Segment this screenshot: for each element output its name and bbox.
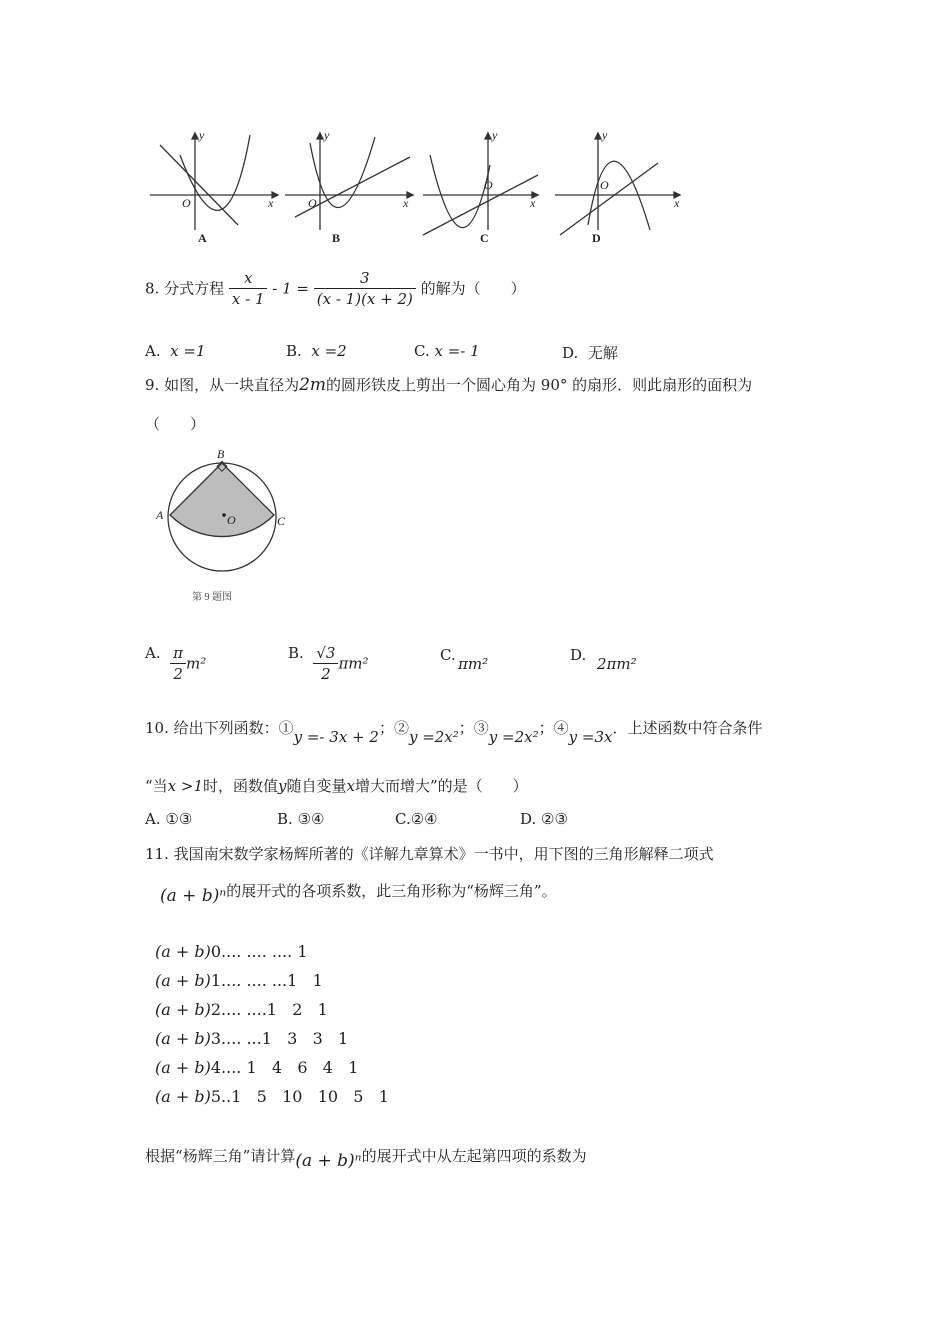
q10-option-d (520, 810, 568, 828)
q8-option-b (286, 342, 347, 360)
graph-a-y: y (199, 128, 205, 142)
triangle-row (155, 1000, 389, 1029)
yanghui-triangle (155, 942, 389, 1116)
q8-option-d-value: 无解 (587, 344, 618, 362)
q11-final-a: 根据“杨辉三角”请计算 (145, 1147, 296, 1165)
graph-a (150, 133, 278, 230)
q9-diameter: 2m (299, 375, 327, 395)
q11-expr: (a + b)ⁿ (160, 886, 227, 906)
graph-d-y: y (602, 128, 608, 142)
q10-option-a-key: A. (145, 810, 161, 828)
triangle-row (155, 942, 389, 971)
q9-option-b-frac (313, 643, 338, 684)
q9-text-b: 的圆形铁皮上剪出一个圆心角为 90° 的扇形．则此扇形的面积为 (326, 376, 753, 394)
graph-c (423, 133, 538, 235)
q9-option-b-tail: πm² (338, 654, 369, 673)
q9-option-c (440, 646, 456, 664)
q11-final-b: 的展开式中从左起第四项的系数为 (361, 1147, 587, 1165)
q10-f1: y =- 3x + 2 (293, 728, 379, 746)
q9-option-a-den: 2 (173, 665, 183, 683)
q8-minus-one: - 1 = (272, 279, 309, 298)
q9-option-c-key: C. (440, 646, 456, 664)
graph-c-x: x (530, 196, 536, 210)
q10-prefix: 10. 给出下列函数：① (145, 719, 294, 737)
graph-d-label: D (592, 231, 601, 245)
q8-option-b-value: x =2 (311, 342, 347, 360)
q10-suffix: ．上述函数中符合条件 (612, 719, 763, 737)
q8-option-a-key: A. (145, 342, 161, 360)
q10-option-c-key: C. (395, 810, 411, 828)
graphs-figure (140, 125, 700, 250)
q9-option-d-key: D. (570, 646, 587, 664)
q8-lhs-num: x (229, 268, 268, 289)
q10-option-a (145, 810, 192, 828)
q9-option-b-den: 2 (321, 665, 331, 683)
q10-option-b-value: ③④ (297, 810, 325, 828)
row-rest: 1.... .... ...1 1 (210, 971, 323, 990)
triangle-row (155, 1029, 389, 1058)
q10-yv: y (278, 777, 287, 795)
q10-f2: y =2x² (408, 728, 459, 746)
question-8 (145, 268, 526, 309)
q8-option-d (562, 342, 618, 363)
q8-option-b-key: B. (286, 342, 302, 360)
q8-option-a-value: x =1 (170, 342, 206, 360)
q10-cond: x >1 (167, 777, 204, 795)
q9-option-b-num: √3 (313, 643, 338, 664)
row-lhs: (a + b) (155, 1029, 211, 1048)
row-lhs: (a + b) (155, 1000, 211, 1019)
q10-line2-d: 增大而增大”的是（ ） (355, 777, 528, 795)
q10-c2: ；② (378, 719, 409, 737)
q9-option-c-value: πm² (458, 655, 489, 673)
q9-label-b: B (217, 447, 225, 461)
graph-a-o: O (182, 196, 191, 210)
q8-suffix: 的解为（ ） (420, 279, 526, 298)
q8-option-c-key: C. (414, 342, 430, 360)
q11-line2-text: 的展开式的各项系数，此三角形称为“杨辉三角”。 (226, 882, 557, 900)
row-rest: 0.... .... .... 1 (210, 942, 308, 961)
q8-rhs-den: (x - 1)(x + 2) (316, 290, 413, 308)
q10-option-c (395, 810, 438, 828)
q9-text-a: 9. 如图，从一块直径为 (145, 376, 300, 394)
q8-option-c-value: x =- 1 (434, 342, 480, 360)
row-rest: 2.... ....1 2 1 (210, 1000, 328, 1019)
q10-xv: x (346, 777, 355, 795)
triangle-row (155, 1087, 389, 1116)
q9-option-a-key: A. (145, 644, 161, 662)
q9-option-a (145, 643, 206, 684)
row-lhs: (a + b) (155, 1058, 211, 1077)
q10-option-b-key: B. (277, 810, 293, 828)
graph-c-label: C (480, 231, 489, 245)
row-rest: 4.... 1 4 6 4 1 (210, 1058, 359, 1077)
question-10 (145, 717, 763, 746)
q8-prefix: 8. 分式方程 (145, 279, 225, 298)
q9-option-d (570, 646, 586, 664)
q11-final (145, 1145, 587, 1171)
q9-label-c: C (277, 514, 286, 528)
q9-option-a-num: π (170, 643, 186, 664)
q10-option-c-value: ②④ (410, 810, 438, 828)
graph-a-x: x (268, 196, 274, 210)
triangle-row (155, 1058, 389, 1087)
q9-label-o: O (227, 513, 236, 527)
q10-condition (145, 775, 528, 796)
q8-rhs-num: 3 (314, 268, 416, 289)
triangle-row (155, 971, 389, 1000)
q9-option-a-tail: m² (186, 654, 207, 673)
q9-option-a-frac (170, 643, 186, 684)
row-lhs: (a + b) (155, 942, 211, 961)
q8-lhs-den: x - 1 (231, 290, 265, 308)
q10-option-a-value: ①③ (165, 810, 193, 828)
q10-c4: ；④ (538, 719, 569, 737)
q10-option-d-value: ②③ (541, 810, 568, 828)
q10-line2-c: 随自变量 (286, 777, 347, 795)
graph-d-o: O (600, 178, 609, 192)
q9-option-b-key: B. (288, 644, 304, 662)
q10-option-d-key: D. (520, 810, 537, 828)
q8-lhs-fraction (229, 268, 268, 309)
graph-c-y: y (492, 128, 498, 142)
row-rest: 5..1 5 10 10 5 1 (210, 1087, 389, 1106)
row-lhs: (a + b) (155, 971, 211, 990)
q9-label-a: A (156, 508, 164, 522)
q11-line2 (160, 880, 557, 906)
graph-b-y: y (324, 128, 330, 142)
q11-final-expr: (a + b)ⁿ (295, 1151, 362, 1171)
q9-paren: （ ） (145, 415, 206, 433)
graph-b-o: O (308, 196, 317, 210)
graph-b-label: B (332, 231, 341, 245)
q9-figure (150, 445, 310, 610)
q10-f4: y =3x (568, 728, 613, 746)
q8-option-c (414, 342, 480, 360)
graph-b (285, 133, 413, 230)
q9-option-d-value: 2πm² (597, 655, 637, 673)
q9-option-b (288, 643, 369, 684)
graph-b-x: x (403, 196, 409, 210)
q10-line2-b: 时，函数值 (203, 777, 279, 795)
q8-rhs-fraction (314, 268, 416, 309)
question-9 (145, 374, 752, 395)
q8-option-d-key: D. (562, 344, 579, 362)
graph-a-label: A (198, 231, 207, 245)
graph-c-o: O (484, 178, 493, 192)
row-lhs: (a + b) (155, 1087, 211, 1106)
q10-f3: y =2x² (488, 728, 539, 746)
q10-c3: ；③ (458, 719, 489, 737)
question-11: 11. 我国南宋数学家杨辉所著的《详解九章算术》一书中，用下图的三角形解释二项式 (145, 845, 714, 863)
graph-d-x: x (674, 196, 680, 210)
q8-option-a (145, 342, 206, 360)
q9-caption: 第 9 题图 (192, 592, 232, 603)
row-rest: 3.... ...1 3 3 1 (210, 1029, 349, 1048)
q10-option-b (277, 810, 324, 828)
q10-line2-a: “当 (145, 777, 168, 795)
graph-d (555, 133, 680, 235)
